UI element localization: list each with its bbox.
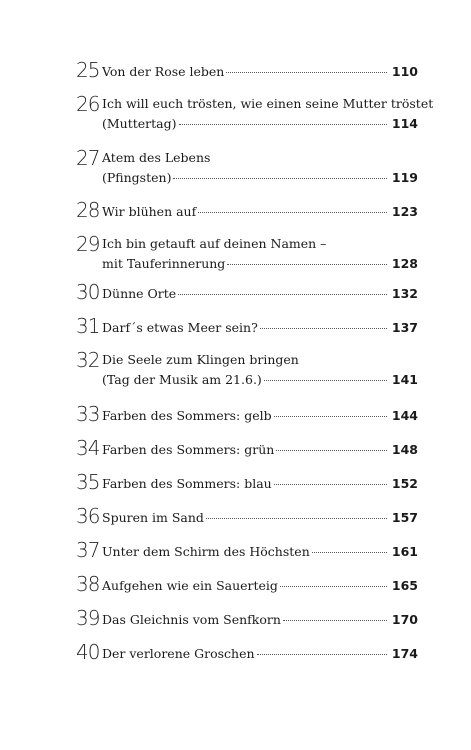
chapter-title-line: Farben des Sommers: grün	[102, 442, 275, 457]
chapter-title-line: Aufgehen wie ein Sauerteig	[102, 578, 278, 593]
chapter-number: 25	[76, 58, 100, 82]
chapter-number: 29	[76, 232, 100, 256]
toc-entry	[76, 436, 418, 460]
toc-entry	[76, 402, 418, 426]
toc-entry	[76, 314, 418, 338]
chapter-title-line: Unter dem Schirm des Höchsten	[102, 544, 310, 559]
toc-entry	[76, 58, 418, 82]
page-number: 137	[391, 320, 418, 335]
page-number: 119	[391, 170, 418, 185]
toc-entry	[76, 640, 418, 664]
chapter-title-line: Ich bin getauft auf deinen Namen –	[102, 236, 327, 251]
toc-entry	[76, 606, 418, 630]
dot-leader	[227, 264, 387, 265]
dot-leader	[283, 620, 387, 621]
chapter-title-line: Farben des Sommers: blau	[102, 476, 272, 491]
chapter-title-line: (Muttertag)	[102, 116, 177, 131]
chapter-number: 27	[76, 146, 100, 170]
dot-leader	[206, 518, 387, 519]
dot-leader	[173, 178, 387, 179]
chapter-title-line: Der verlorene Groschen	[102, 646, 255, 661]
dot-leader	[276, 450, 387, 451]
page-number: 123	[391, 204, 418, 219]
page-number: 148	[391, 442, 418, 457]
toc-entry	[76, 504, 418, 528]
toc-entry	[76, 470, 418, 494]
page-number: 170	[391, 612, 418, 627]
chapter-number: 31	[76, 314, 100, 338]
chapter-number: 38	[76, 572, 100, 596]
toc-entry	[76, 92, 434, 134]
dot-leader	[264, 380, 387, 381]
chapter-title-line: Die Seele zum Klingen bringen	[102, 352, 299, 367]
toc-entry	[76, 232, 418, 274]
page-number: 128	[391, 256, 418, 271]
chapter-title-line: Das Gleichnis vom Senfkorn	[102, 612, 281, 627]
chapter-title-line: Ich will euch trösten, wie einen seine Mutter tröstet	[102, 96, 434, 111]
dot-leader	[274, 484, 387, 485]
chapter-title-line: Darf´s etwas Meer sein?	[102, 320, 258, 335]
page-number: 161	[391, 544, 418, 559]
chapter-title-line: Von der Rose leben	[102, 64, 225, 79]
chapter-number: 35	[76, 470, 100, 494]
toc-entry	[76, 146, 418, 188]
page-number: 110	[391, 64, 418, 79]
dot-leader	[226, 72, 387, 73]
chapter-number: 33	[76, 402, 100, 426]
chapter-number: 32	[76, 348, 100, 372]
toc-entry	[76, 348, 418, 390]
page-number: 144	[391, 408, 418, 423]
dot-leader	[274, 416, 387, 417]
page-number: 165	[391, 578, 418, 593]
dot-leader	[198, 212, 387, 213]
chapter-title-line: Wir blühen auf	[102, 204, 197, 219]
chapter-number: 37	[76, 538, 100, 562]
dot-leader	[178, 294, 387, 295]
page-number: 174	[391, 646, 418, 661]
dot-leader	[179, 124, 388, 125]
chapter-title-line: mit Tauferinnerung	[102, 256, 226, 271]
chapter-number: 36	[76, 504, 100, 528]
dot-leader	[257, 654, 387, 655]
chapter-number: 39	[76, 606, 100, 630]
page-number: 152	[391, 476, 418, 491]
chapter-title-line: Dünne Orte	[102, 286, 177, 301]
toc-entry	[76, 198, 418, 222]
dot-leader	[312, 552, 387, 553]
chapter-title-line: (Tag der Musik am 21.6.)	[102, 372, 262, 387]
chapter-title-line: Spuren im Sand	[102, 510, 204, 525]
chapter-number: 40	[76, 640, 100, 664]
chapter-title-line: Farben des Sommers: gelb	[102, 408, 272, 423]
page-number: 157	[391, 510, 418, 525]
chapter-title-line: (Pfingsten)	[102, 170, 172, 185]
toc-entry	[76, 572, 418, 596]
page-number: 114	[391, 116, 418, 131]
toc-entry	[76, 280, 418, 304]
chapter-number: 26	[76, 92, 100, 116]
toc-entry	[76, 538, 418, 562]
dot-leader	[260, 328, 387, 329]
chapter-title-line: Atem des Lebens	[102, 150, 211, 165]
dot-leader	[280, 586, 387, 587]
page-number: 132	[391, 286, 418, 301]
chapter-number: 28	[76, 198, 100, 222]
chapter-number: 30	[76, 280, 100, 304]
chapter-number: 34	[76, 436, 100, 460]
page-number: 141	[391, 372, 418, 387]
